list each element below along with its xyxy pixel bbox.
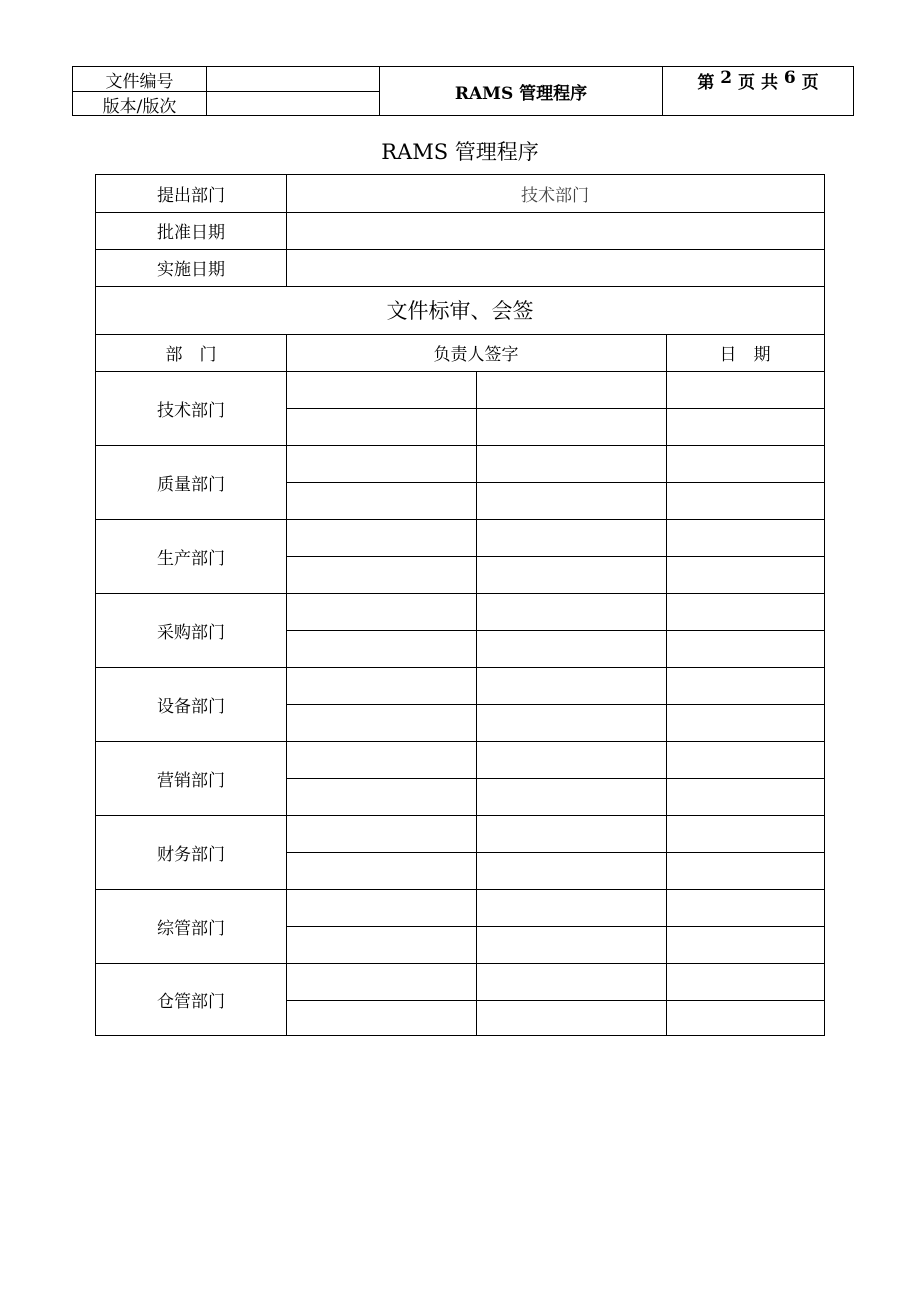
dept-row-divider [96,667,824,668]
dept-label-production: 生产部门 [157,548,225,569]
dept-row-divider [96,445,824,446]
approval-date-label: 批准日期 [157,223,225,243]
effective-date-label: 实施日期 [157,260,225,280]
doc-number-value[interactable] [207,67,380,92]
effective-date-value[interactable] [286,249,824,286]
sub-row-divider [286,630,824,631]
col-divider [286,334,287,371]
sub-row-divider [286,926,824,927]
sub-row-divider [286,482,824,483]
col-divider [666,334,667,371]
dept-label-technical: 技术部门 [157,400,225,421]
dept-row-divider [96,519,824,520]
review-table [95,174,825,1036]
row-divider [96,249,824,250]
version-value[interactable] [207,92,380,116]
page-indicator [663,67,853,93]
review-section-title: 文件标审、会签 [386,299,534,323]
version-label: 版本/版次 [73,92,207,116]
page-title: RAMS 管理程序 [381,140,539,164]
page-suffix: 页 [801,73,819,93]
dept-label-warehouse: 仓管部门 [157,991,225,1012]
proposer-label: 提出部门 [157,186,225,206]
dept-row-divider [96,815,824,816]
sub-row-divider [286,778,824,779]
dept-row-divider [96,741,824,742]
doc-number-label: 文件编号 [73,67,207,92]
col-signature-header: 负责人签字 [433,345,519,365]
col-divider [286,371,287,1035]
dept-row-divider [96,889,824,890]
dept-label-marketing: 营销部门 [157,770,225,791]
sub-row-divider [286,704,824,705]
dept-label-admin: 综管部门 [157,918,225,939]
col-divider [666,371,667,1035]
col-divider [286,175,287,286]
dept-label-quality: 质量部门 [157,474,225,495]
approval-date-value[interactable] [286,212,824,249]
dept-label-equipment: 设备部门 [157,696,225,717]
row-divider [96,371,824,372]
page-prefix: 第 [697,73,715,93]
page-mid: 页 共 [738,73,778,93]
col-date-header: 日 期 [719,345,771,365]
page-current: 2 [720,68,733,88]
dept-row-divider [96,593,824,594]
dept-label-purchasing: 采购部门 [157,622,225,643]
document-header [72,66,854,116]
dept-row-divider [96,963,824,964]
page-total: 6 [783,68,796,88]
header-title: RAMS 管理程序 [380,67,663,116]
row-divider [96,286,824,287]
dept-label-finance: 财务部门 [157,844,225,865]
proposer-value[interactable]: 技术部门 [521,186,589,206]
col-department-header: 部 门 [165,345,217,365]
sub-row-divider [286,408,824,409]
sub-row-divider [286,1000,824,1001]
row-divider [96,212,824,213]
row-divider [96,334,824,335]
sub-row-divider [286,852,824,853]
sub-row-divider [286,556,824,557]
col-divider [476,371,477,1035]
